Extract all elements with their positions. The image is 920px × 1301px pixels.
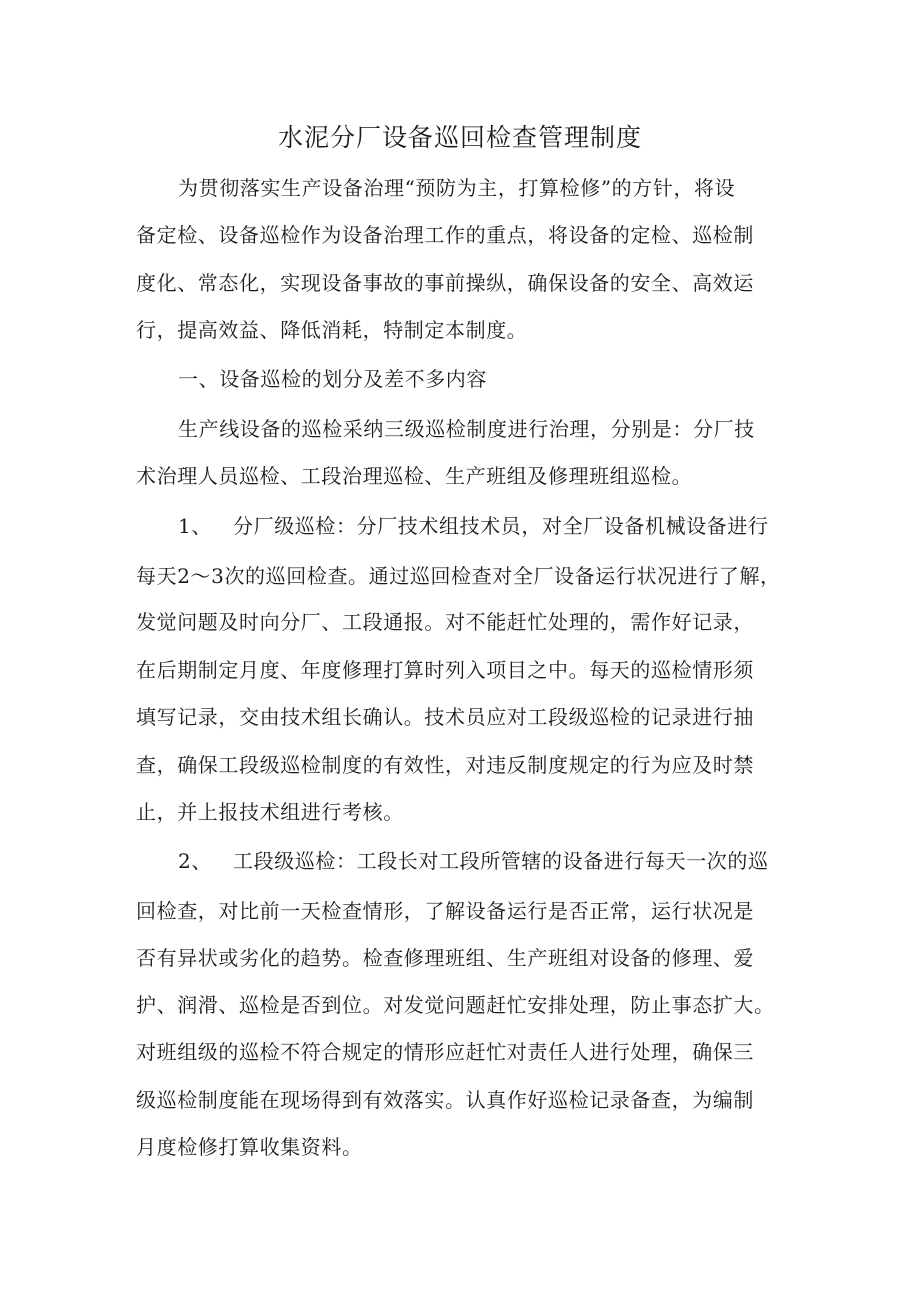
numbered-item-line: [178, 511, 769, 541]
paragraph-line: 生产线设备的巡检采纳三级巡检制度进行治理，分别是：分厂技: [178, 417, 755, 441]
paragraph-line: 在后期制定月度、年度修理打算时列入项目之中。每天的巡检情形须: [136, 658, 754, 682]
paragraph-line: 为贯彻落实生产设备治理“预防为主，打算检修”的方针，将设: [178, 176, 736, 200]
section-heading: 一、设备巡检的划分及差不多内容: [178, 367, 487, 391]
paragraph-line: 术治理人员巡检、工段治理巡检、生产班组及修理班组巡检。: [136, 464, 693, 488]
paragraph-line: 行，提高效益、降低消耗，特制定本制度。: [136, 318, 528, 342]
item-number: 1、: [178, 514, 212, 538]
paragraph-line: 回检查，对比前一天检查情形，了解设备运行是否正常，运行状况是: [136, 899, 754, 923]
paragraph-line: 填写记录，交由技术组长确认。技术员应对工段级巡检的记录进行抽: [136, 705, 754, 729]
paragraph-line: 度化、常态化，实现设备事故的事前操纵，确保设备的安全、高效运: [136, 271, 754, 295]
paragraph-line: 发觉问题及时向分厂、工段通报。对不能赶忙处理的，需作好记录，: [136, 610, 754, 634]
paragraph-line: 对班组级的巡检不符合规定的情形应赶忙对责任人进行处理，确保三: [136, 1040, 754, 1064]
paragraph-line: 护、润滑、巡检是否到位。对发觉问题赶忙安排处理，防止事态扩大。: [136, 993, 775, 1017]
numbered-item-line: [178, 846, 769, 876]
paragraph-line: 备定检、设备巡检作为设备治理工作的重点，将设备的定检、巡检制: [136, 223, 754, 247]
paragraph-line: 月度检修打算收集资料。: [136, 1135, 363, 1159]
paragraph-line: 否有异状或劣化的趋势。检查修理班组、生产班组对设备的修理、爱: [136, 946, 754, 970]
paragraph-line: 止，并上报技术组进行考核。: [136, 800, 404, 824]
item-number: 2、: [178, 849, 212, 873]
item-text: 工段级巡检：工段长对工段所管辖的设备进行每天一次的巡: [233, 849, 769, 873]
paragraph-line: 查，确保工段级巡检制度的有效性，对违反制度规定的行为应及时禁: [136, 753, 754, 777]
paragraph-line: 级巡检制度能在现场得到有效落实。认真作好巡检记录备查，为编制: [136, 1088, 754, 1112]
paragraph-line: 每天2～3次的巡回检查。通过巡回检查对全厂设备运行状况进行了解，: [136, 564, 781, 588]
document-title: 水泥分厂设备巡回检查管理制度: [277, 123, 642, 152]
item-text: 分厂级巡检：分厂技术组技术员，对全厂设备机械设备进行: [233, 514, 769, 538]
